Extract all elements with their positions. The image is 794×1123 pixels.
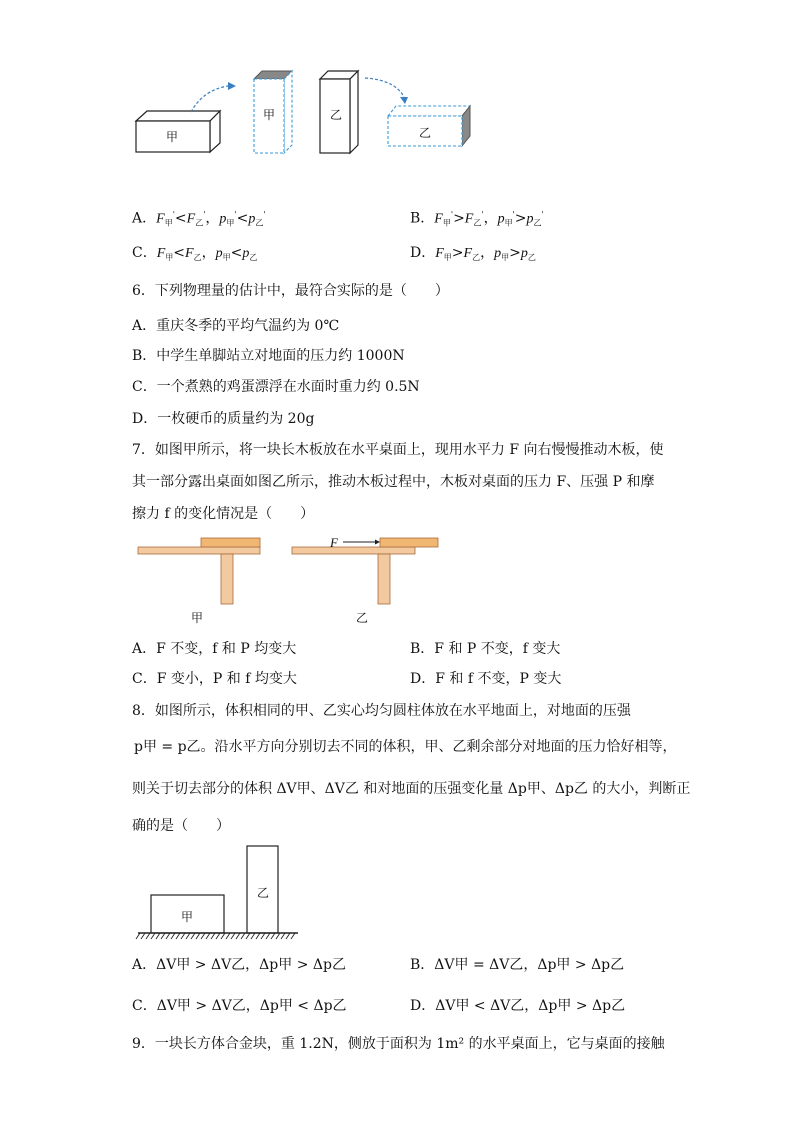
q7-stem-line1: 7．如图甲所示，将一块长木板放在水平桌面上，现用水平力 F 向右慢慢推动木板，使 (132, 442, 664, 458)
q7-option-a[interactable]: A．F 不变，f 和 P 均变大 (132, 641, 297, 657)
q6-option-c[interactable]: C．一个煮熟的鸡蛋漂浮在水面时重力约 0.5N (132, 379, 420, 395)
q8-stem-line2: p甲 = p乙。沿水平方向分别切去不同的体积，甲、乙剩余部分对地面的压力恰好相等， (134, 739, 677, 755)
q5-option-d[interactable]: D．$F_甲>F_乙$，$p_甲>p_乙$ (410, 245, 536, 262)
q9-stem-line1: 9．一块长方体合金块，重 1.2N，侧放于面积为 1m² 的水平桌面上，它与桌面的接触 (132, 1036, 665, 1052)
q8-figure (0, 840, 794, 940)
q7-option-c[interactable]: C．F 变小，P 和 f 均变大 (132, 671, 297, 687)
q5-figure (0, 0, 794, 170)
q6-stem: 6．下列物理量的估计中，最符合实际的是（ ） (132, 283, 449, 299)
q7-fig-label-b: 乙 (356, 611, 369, 625)
q8-stem-line3: 则关于切去部分的体积 ΔV甲、ΔV乙 和对地面的压强变化量 Δp甲、Δp乙 的大小，判断正 (132, 781, 691, 797)
q8-option-a[interactable]: A．ΔV甲 > ΔV乙，Δp甲 > Δp乙 (132, 957, 346, 973)
q7-figure (0, 530, 794, 630)
q8-option-d[interactable]: D．ΔV甲 < ΔV乙，Δp甲 > Δp乙 (410, 998, 626, 1014)
q7-stem-line3: 擦力 f 的变化情况是（ ） (132, 506, 315, 522)
q8-fig-label-a: 甲 (181, 910, 194, 924)
q8-stem-line4: 确的是（ ） (132, 818, 230, 834)
fig5-label-a: 甲 (166, 130, 179, 144)
q5-option-c[interactable]: C．$F_甲<F_乙$，$p_甲<p_乙$ (132, 245, 258, 262)
q8-option-b[interactable]: B．ΔV甲 = ΔV乙，Δp甲 > Δp乙 (410, 957, 625, 973)
q6-option-b[interactable]: B．中学生单脚站立对地面的压力约 1000N (132, 348, 405, 364)
q7-fig-label-a: 甲 (191, 611, 204, 625)
fig5-label-d: 乙 (419, 126, 432, 140)
q8-stem-line1: 8．如图所示，体积相同的甲、乙实心均匀圆柱体放在水平地面上，对地面的压强 (132, 703, 631, 719)
q6-option-d[interactable]: D．一枚硬币的质量约为 20g (132, 411, 315, 427)
q7-fig-force-label: F (330, 535, 338, 550)
q5-option-b[interactable]: B．$F_甲'>F_乙'$，$p_甲'>p_乙'$ (410, 210, 544, 228)
q5-option-a[interactable]: A．$F_甲'<F_乙'$，$p_甲'<p_乙'$ (132, 210, 266, 228)
q7-stem-line2: 其一部分露出桌面如图乙所示，推动木板过程中，木板对桌面的压力 F、压强 P 和摩 (132, 474, 655, 490)
q7-option-b[interactable]: B．F 和 P 不变，f 变大 (410, 641, 561, 657)
fig5-label-b: 甲 (263, 108, 276, 122)
fig5-label-c: 乙 (330, 108, 343, 122)
q7-option-d[interactable]: D．F 和 f 不变，P 变大 (410, 671, 562, 687)
q8-option-c[interactable]: C．ΔV甲 > ΔV乙，Δp甲 < Δp乙 (132, 998, 347, 1014)
q8-fig-label-b: 乙 (257, 886, 270, 900)
q6-option-a[interactable]: A．重庆冬季的平均气温约为 0℃ (132, 318, 340, 334)
